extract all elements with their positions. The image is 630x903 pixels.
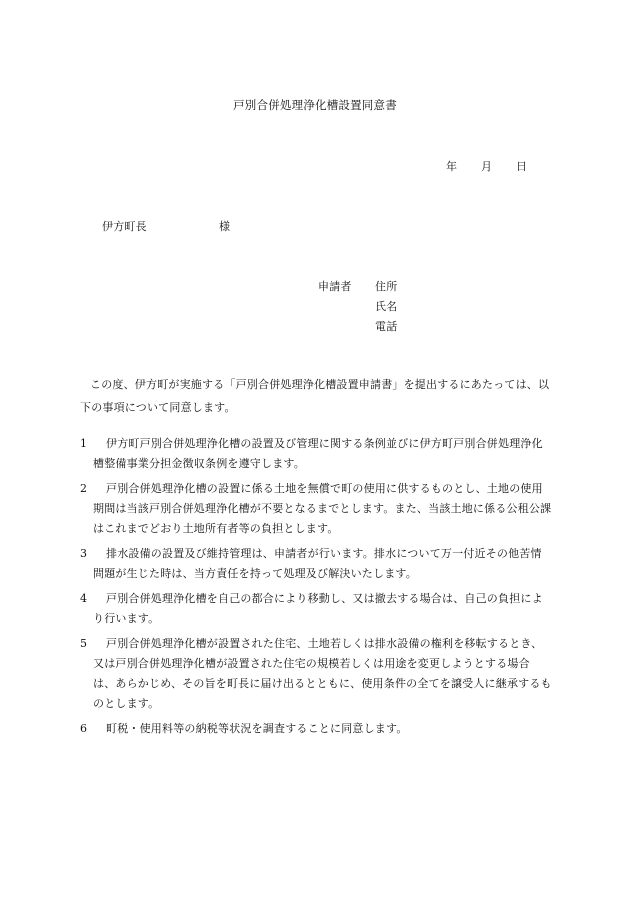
- item-number: 2: [80, 482, 88, 495]
- item-text: 町税・使用料等の納税等状況を調査することに同意します。: [106, 722, 408, 735]
- agreement-item-6: [80, 719, 552, 739]
- date-month-label: 月: [481, 160, 493, 173]
- date-year-label: 年: [446, 160, 458, 173]
- document-title: 戸別合併処理浄化槽設置同意書: [233, 98, 397, 112]
- item-text: 戸別合併処理浄化槽の設置に係る土地を無償で町の使用に供するものとし、土地の使用期間は当該戸別合併処理浄化槽が不要となるまでとします。また、当該土地に係る公租公課はこれまでどおり土地所有者等の負担とします。: [93, 482, 552, 535]
- item-number: 3: [80, 547, 88, 560]
- phone-label: 電話: [375, 320, 398, 333]
- agreement-item-4: [80, 589, 552, 629]
- item-number: 6: [80, 722, 88, 735]
- agreement-item-1: [80, 434, 552, 474]
- agreement-item-2: [80, 479, 552, 539]
- honorific: 様: [219, 220, 231, 233]
- intro-paragraph: この度、伊方町が実施する「戸別合併処理浄化槽設置申請書」を提出するにあたっては、以下の事項について同意します。: [80, 378, 550, 414]
- item-text: 伊方町戸別合併処理浄化槽の設置及び管理に関する条例並びに伊方町戸別合併処理浄化槽整備事業分担金徴収条例を遵守します。: [93, 437, 543, 470]
- item-text: 戸別合併処理浄化槽が設置された住宅、土地若しくは排水設備の権利を移転するとき、又は戸別合併処理浄化槽が設置された住宅の規模若しくは用途を変更しようとする場合は、あらかじめ、その旨を町長に届け出るとともに、使用条件の全てを譲受人に継承するものとします。: [93, 637, 552, 710]
- applicant-label: 申請者: [318, 280, 352, 293]
- addressee: 伊方町長: [102, 220, 147, 233]
- name-label: 氏名: [375, 300, 398, 313]
- agreement-list: [80, 434, 552, 739]
- item-number: 5: [80, 637, 88, 650]
- item-number: 4: [80, 592, 88, 605]
- item-number: 1: [80, 437, 88, 450]
- item-text: 戸別合併処理浄化槽を自己の都合により移動し、又は撤去する場合は、自己の負担により行います。: [93, 592, 543, 625]
- agreement-item-3: [80, 544, 552, 584]
- date-day-label: 日: [516, 160, 528, 173]
- agreement-item-5: [80, 634, 552, 714]
- item-text: 排水設備の設置及び維持管理は、申請者が行います。排水について万一付近その他苦情問題が生じた時は、当方責任を持って処理及び解決いたします。: [93, 547, 542, 580]
- address-label: 住所: [375, 280, 398, 293]
